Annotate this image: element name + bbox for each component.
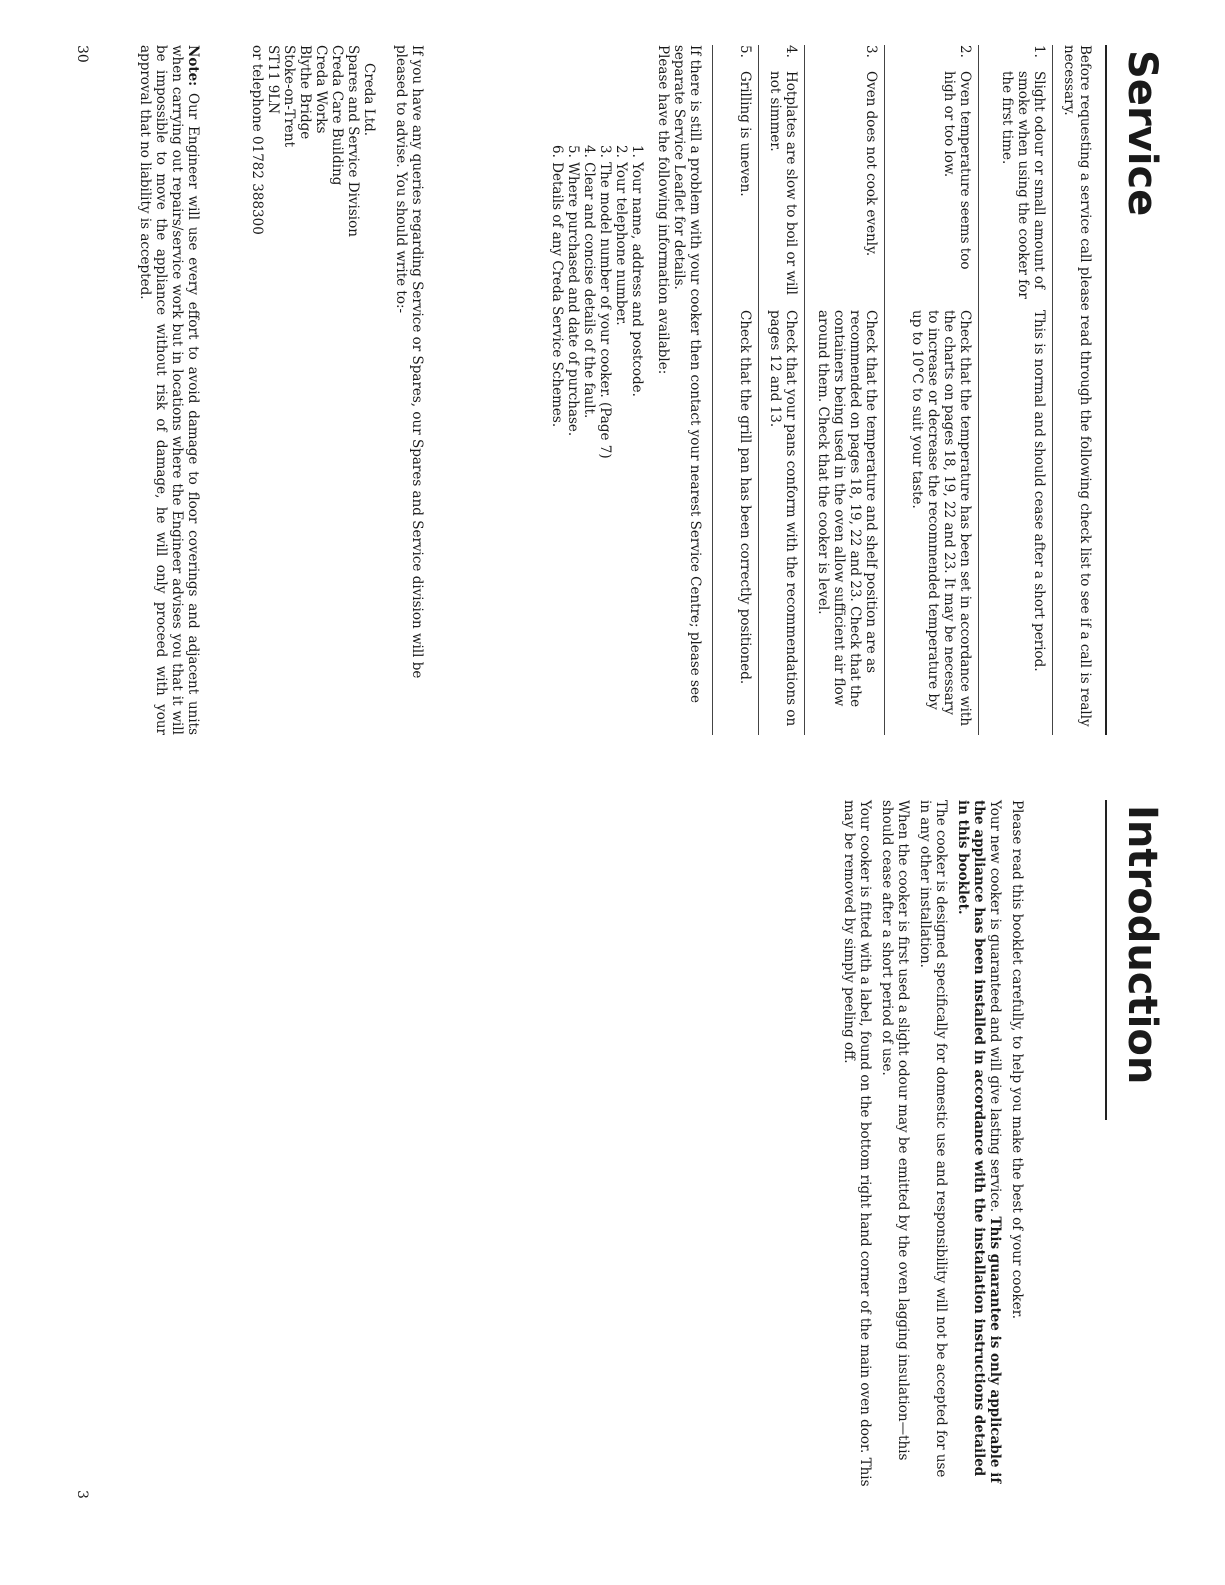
page-number-left: 30 xyxy=(74,45,90,63)
service-intro: Before requesting a service call please read through the following check list to see if a call is really necessary. xyxy=(1061,45,1093,727)
info-item: 1. Your name, address and postcode. xyxy=(629,145,645,397)
checklist-separator xyxy=(758,45,759,735)
have-info: Please have the following information available: xyxy=(655,45,671,375)
intro-paragraph-4: When the cooker is first used a slight odour may be emitted by the oven lagging insulation—this should cease after a short period of use. xyxy=(879,800,911,1461)
checklist-num: 5. xyxy=(737,45,753,58)
info-item: 4. Clear and concise details of the fault. xyxy=(581,145,597,419)
address-line: Blythe Bridge xyxy=(297,45,313,140)
still-problem: If there is still a problem with your cooker then contact your nearest Service Centre; please see separate Service Leaflet for details. xyxy=(671,45,703,703)
checklist-separator xyxy=(712,45,713,735)
address-line: Creda Ltd. xyxy=(361,63,377,137)
checklist-separator xyxy=(884,45,885,735)
checklist-separator xyxy=(1052,45,1053,735)
info-item: 6. Details of any Creda Service Schemes. xyxy=(549,145,565,428)
service-title-rule xyxy=(1105,45,1107,735)
service-page xyxy=(0,45,1225,745)
checklist-issue: Slight odour or small amount of smoke when using the cooker for the first time. xyxy=(999,71,1047,299)
intro-paragraph-1: Please read this booklet carefully, to help you make the best of your cooker. xyxy=(1009,800,1025,1319)
note-label: Note: xyxy=(185,45,201,87)
address-line: Spares and Service Division xyxy=(345,45,361,237)
checklist-num: 2. xyxy=(957,45,973,58)
checklist-num: 3. xyxy=(863,45,879,58)
note-text: Our Engineer will use every effort to avoid damage to floor coverings and adjacent units when carrying out repairs/service work but in locations where the Engineer advises you that it will be impossible to move the appliance without risk of damage, he will only proceed with your approval that no liability is accepted. xyxy=(137,45,201,736)
introduction-title-rule xyxy=(1105,800,1107,1120)
engineer-note xyxy=(137,45,201,735)
introduction-title: Introduction xyxy=(1119,805,1165,1085)
address-line: ST11 9LN xyxy=(265,45,281,115)
checklist-issue: Oven does not cook evenly. xyxy=(863,71,879,257)
page-number-right: 3 xyxy=(74,1490,90,1499)
info-item: 3. The model number of your cooker. (Page 7) xyxy=(597,145,613,459)
service-address xyxy=(249,45,377,445)
checklist-fix: This is normal and should cease after a short period. xyxy=(1031,310,1047,672)
intro-paragraph-5: Your cooker is fitted with a label, found on the bottom right hand corner of the main oven door. This may be removed by simply peeling off. xyxy=(841,800,873,1487)
address-line: Stoke-on-Trent xyxy=(281,45,297,148)
checklist-separator xyxy=(978,45,979,735)
introduction-page xyxy=(0,800,1225,1500)
intro-guarantee-text: Your new cooker is guaranteed and will give lasting service. xyxy=(987,800,1003,1217)
info-item: 2. Your telephone number. xyxy=(613,145,629,326)
still-problem-text xyxy=(655,45,703,735)
intro-paragraph-2 xyxy=(955,800,1003,1490)
info-list xyxy=(549,145,645,705)
intro-guarantee-bold: This guarantee is only applicable if the appliance has been installed in accordance with the installation instructions detailed in this booklet. xyxy=(955,800,1003,1484)
checklist-fix: Check that the temperature has been set in accordance with the charts on pages 18, 19, 22 and 23. It may be necessary to increase or decrease the recommended temperature by up to 10°C to suit your taste. xyxy=(909,310,973,727)
checklist-fix: Check that the grill pan has been correctly positioned. xyxy=(737,310,753,685)
checklist-issue: Hotplates are slow to boil or will not simmer. xyxy=(767,71,799,295)
service-title: Service xyxy=(1119,50,1165,217)
checklist-separator xyxy=(804,45,805,735)
intro-paragraph-3: The cooker is designed specifically for domestic use and responsibility will not be accepted for use in any other installation. xyxy=(917,800,949,1478)
address-line: Creda Care Building xyxy=(329,45,345,186)
checklist-num: 4. xyxy=(783,45,799,58)
checklist-fix: Check that your pans conform with the recommendations on pages 12 and 13. xyxy=(767,310,799,727)
address-line: Creda Works xyxy=(313,45,329,134)
checklist-issue: Grilling is uneven. xyxy=(737,71,753,197)
info-item: 5. Where purchased and date of purchase. xyxy=(565,145,581,437)
checklist-fix: Check that the temperature and shelf position are as recommended on pages 18, 19, 22 and 23. Check that the containers being used in the oven allow sufficient air flow around them. Check that the cooker is level. xyxy=(815,310,879,708)
checklist-issue: Oven temperature seems too high or too low. xyxy=(941,71,973,270)
checklist-num: 1. xyxy=(1031,45,1047,58)
intro-body xyxy=(835,800,1025,1490)
queries-text: If you have any queries regarding Service or Spares, our Spares and Service division will be pleased to advise. You should write to:- xyxy=(393,45,425,679)
address-line: or telephone 01782 388300 xyxy=(249,45,265,235)
